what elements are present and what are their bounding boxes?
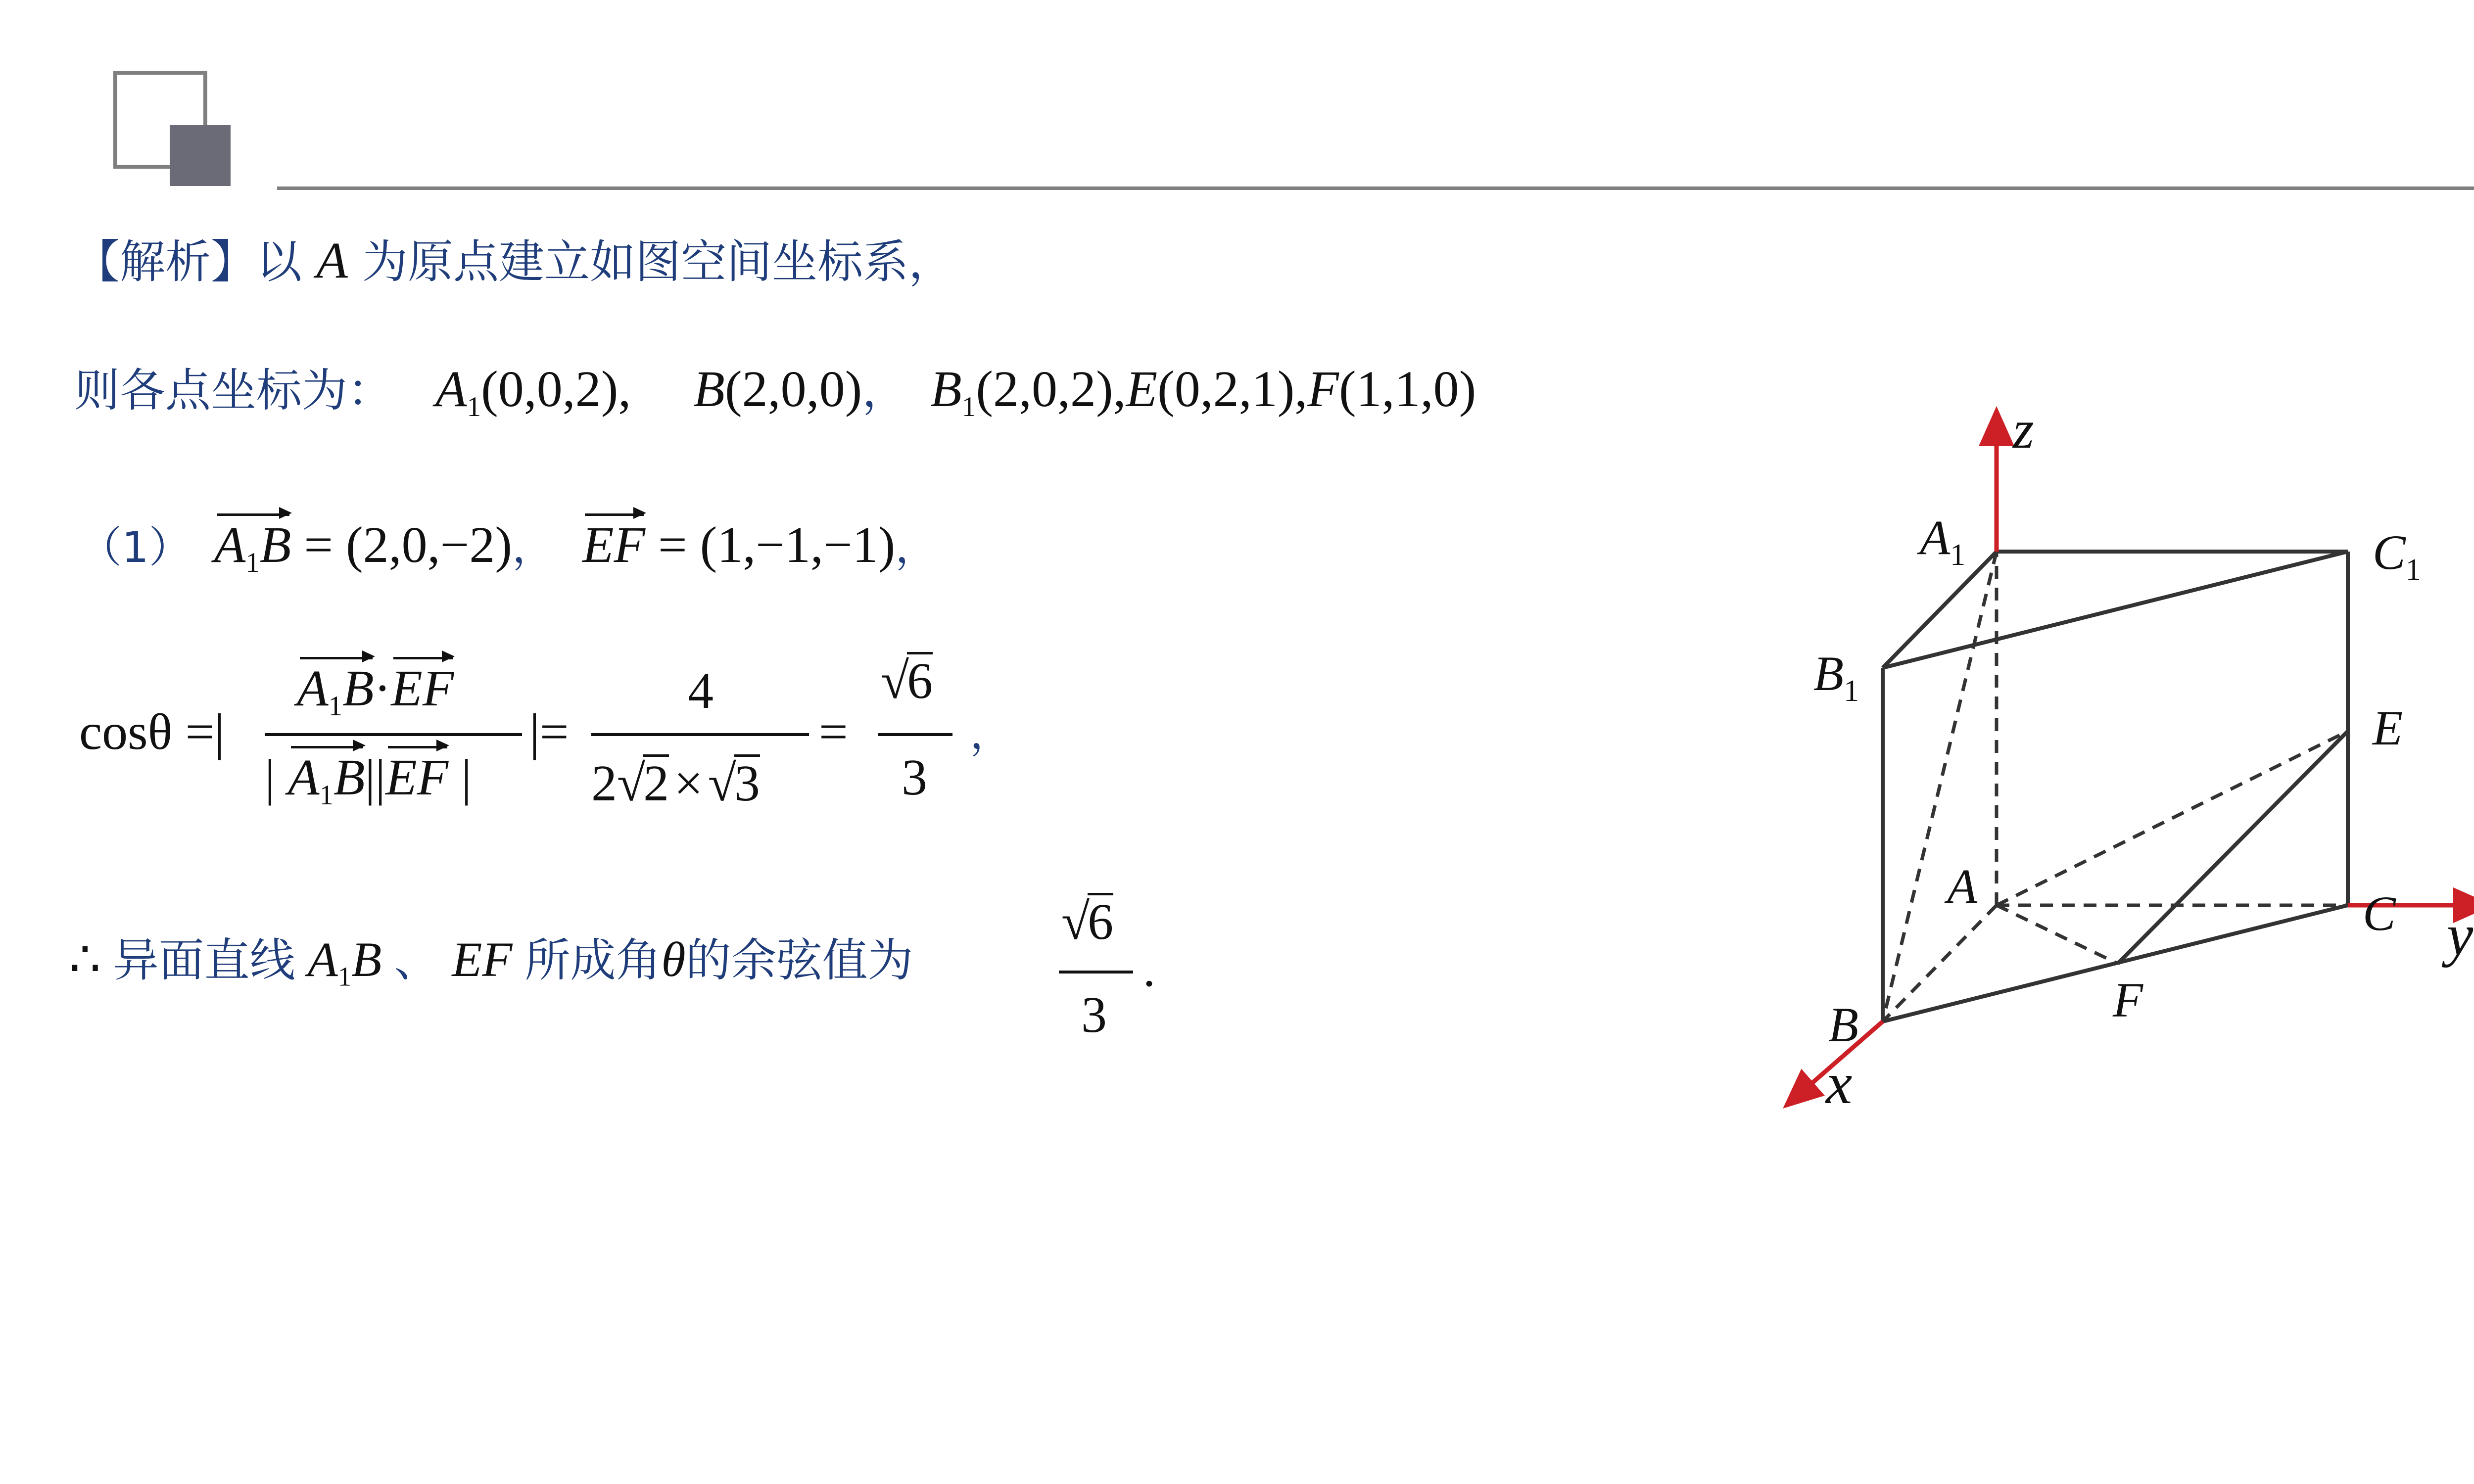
label-b: B bbox=[1828, 997, 1859, 1052]
edge-f-e bbox=[2118, 731, 2348, 964]
point-b-coords: B(2,0,0) bbox=[693, 361, 862, 417]
conclusion-text4: 的余弦值为 bbox=[685, 934, 913, 987]
edge-a-b-dashed bbox=[1883, 905, 1997, 1021]
frac2-numerator: 4 bbox=[688, 662, 714, 719]
frac3-denominator: 3 bbox=[902, 749, 927, 806]
line-a1b: $A_1B$ bbox=[307, 932, 382, 992]
edge-a1-b1 bbox=[1883, 552, 1997, 668]
formula-end: ， bbox=[970, 709, 1012, 758]
conclusion-frac-denominator: 3 bbox=[1081, 986, 1107, 1043]
frac3-numerator: √6 bbox=[881, 652, 933, 709]
therefore-symbol: ∴ bbox=[69, 932, 101, 987]
conclusion-end: . bbox=[1143, 942, 1155, 997]
part1-label: （1） bbox=[79, 523, 191, 572]
axis-label-y: y bbox=[2447, 902, 2474, 968]
vector-end: ， bbox=[895, 523, 938, 572]
coords-separator: ， bbox=[862, 364, 908, 417]
vector-ef-value: = (1,−1,−1) bbox=[658, 516, 896, 573]
label-a: A bbox=[1947, 859, 1978, 914]
origin-point: A bbox=[316, 232, 348, 289]
cos-lhs: cosθ =| bbox=[79, 703, 225, 760]
frac1-denominator: | $A_1B||EF$ | bbox=[265, 749, 472, 811]
edge-a1-b-dashed bbox=[1883, 552, 1997, 1021]
frac1-numerator: $A_1B\cdot EF$ bbox=[297, 660, 454, 722]
analysis-bracket-label: 【解析】 bbox=[74, 235, 257, 288]
edge-a-f-dashed bbox=[1997, 905, 2118, 964]
point-f-coords: F(1,1,0) bbox=[1307, 361, 1476, 417]
intro-text-prefix: 以 bbox=[256, 235, 302, 288]
vector-separator: ， bbox=[512, 523, 555, 572]
vector-a1b-value: = (2,0,−2) bbox=[304, 516, 512, 573]
vector-ef: EF bbox=[582, 516, 646, 573]
conclusion-text2: 、 bbox=[394, 934, 440, 987]
line-ef: EF bbox=[452, 932, 513, 987]
intro-text-suffix: 为原点建立如图空间坐标系， bbox=[362, 235, 954, 288]
frac2-denominator: 2√2×√3 bbox=[591, 755, 760, 812]
axis-label-z: z bbox=[2013, 399, 2034, 460]
label-f: F bbox=[2113, 973, 2143, 1027]
conclusion-theta: θ bbox=[661, 932, 686, 987]
coordinates-label: 则各点坐标为： bbox=[74, 364, 393, 417]
label-e: E bbox=[2373, 700, 2403, 755]
point-e-coords: E(0,2,1), bbox=[1126, 361, 1308, 417]
label-c: C bbox=[2363, 886, 2396, 941]
conclusion-text1: 异面直线 bbox=[113, 934, 295, 987]
vector-a1b: $A_1B$ bbox=[214, 516, 291, 579]
label-b1: $B_1$ bbox=[1813, 646, 1859, 708]
edge-a-e-dashed bbox=[1997, 731, 2348, 905]
abs-close-equals: |= bbox=[529, 703, 569, 760]
point-a1-coords: $A_1(0,0,2)$, bbox=[435, 361, 631, 423]
point-b1-coords: $B_1(2,0,2)$, bbox=[930, 361, 1126, 423]
conclusion-text3: 所成角 bbox=[524, 934, 662, 987]
axis-label-x: x bbox=[1826, 1050, 1853, 1116]
label-c1: $C_1$ bbox=[2373, 525, 2421, 587]
conclusion-frac-numerator: √6 bbox=[1061, 893, 1114, 950]
label-a1: $A_1$ bbox=[1920, 510, 1966, 572]
frac2-equals: = bbox=[819, 703, 848, 760]
